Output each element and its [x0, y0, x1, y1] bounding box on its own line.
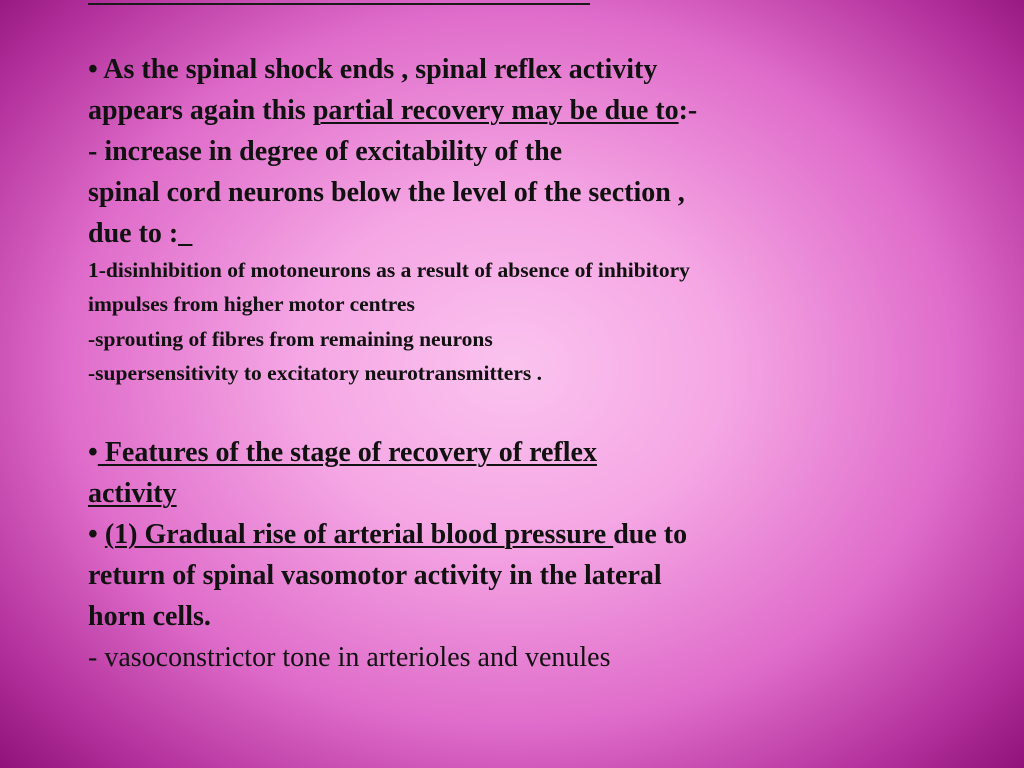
feature-1-underlined: (1) Gradual rise of arterial blood pressure: [104, 519, 614, 550]
bullet: •: [88, 519, 98, 550]
feature-1-text: due to: [613, 519, 688, 550]
feature-1-line3: horn cells.: [88, 601, 211, 632]
bullet: •: [88, 437, 98, 468]
feature-1-line2: return of spinal vasomotor activity in the lateral: [88, 560, 662, 591]
paragraph1-line1-text: As the spinal shock ends , spinal reflex activity: [103, 54, 658, 85]
paragraph1-line2: [88, 97, 697, 125]
partial-recovery-underlined: partial recovery may be due to: [312, 95, 679, 126]
features-heading-text: Features of the stage of recovery of reflex: [97, 437, 597, 468]
features-heading-line1: [88, 439, 597, 467]
features-heading-line2: [88, 480, 177, 508]
top-underline-fragment: [88, 3, 590, 5]
paragraph1-line3: - increase in degree of excitability of the: [88, 136, 563, 167]
cause-2: -sprouting of fibres from remaining neurons: [88, 327, 493, 351]
paragraph1-line4: spinal cord neurons below the level of the section ,: [88, 177, 685, 208]
paragraph1-line2-end: :-: [678, 95, 698, 126]
cause-1-line2: impulses from higher motor centres: [88, 292, 415, 316]
paragraph1-line2-text: appears again this: [88, 95, 313, 126]
feature-1-line1: [88, 521, 687, 549]
feature-1-note: - vasoconstrictor tone in arterioles and venules: [88, 642, 611, 673]
paragraph1-line5-underscore: _: [178, 218, 193, 249]
paragraph1-line5-text: due to :: [88, 218, 179, 249]
paragraph1-line5: [88, 220, 192, 248]
features-heading-text-2: activity: [88, 478, 177, 509]
cause-1-line1: 1-disinhibition of motoneurons as a result of absence of inhibitory: [88, 258, 690, 282]
cause-3: -supersensitivity to excitatory neurotransmitters .: [88, 361, 542, 385]
paragraph1-line1: [88, 56, 657, 84]
bullet: •: [88, 54, 98, 85]
